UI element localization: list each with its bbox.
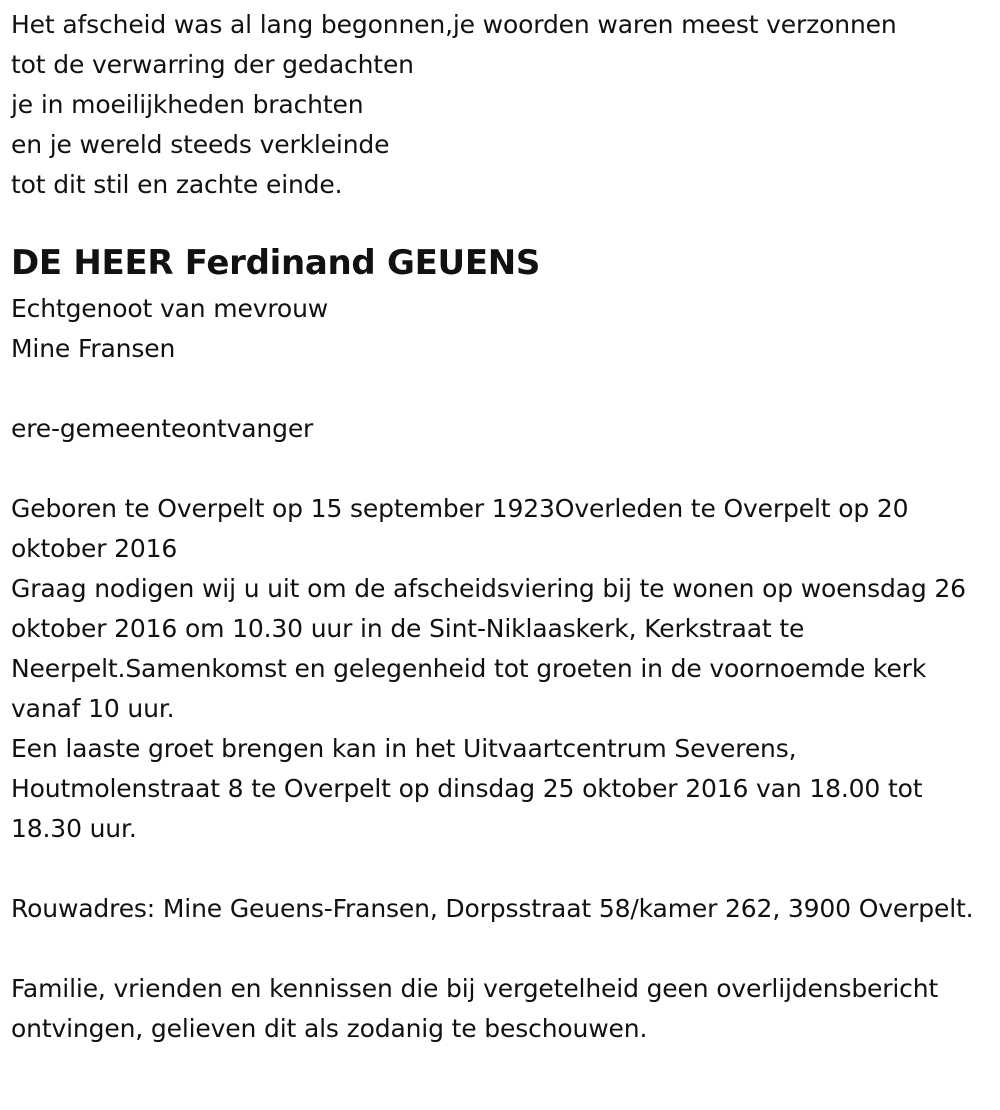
poem-line: tot dit stil en zachte einde. xyxy=(11,170,343,199)
spacer xyxy=(11,929,996,969)
spacer xyxy=(11,369,996,409)
mourning-address: Rouwadres: Mine Geuens-Fransen, Dorpsstraat 58/kamer 262, 3900 Overpelt. xyxy=(11,894,974,923)
birth-death-dates: Geboren te Overpelt op 15 september 1923Overleden te Overpelt op 20 oktober 2016 xyxy=(11,494,909,563)
farewell-visitation: Een laaste groet brengen kan in het Uitvaartcentrum Severens, Houtmolenstraat 8 te Overpelt op dinsdag 25 oktober 2016 van 18.00 tot 18.30 uur. xyxy=(11,734,923,843)
spacer xyxy=(11,849,996,889)
closing-note: Familie, vrienden en kennissen die bij vergetelheid geen overlijdensbericht ontvingen, gelieven dit als zodanig te beschouwen. xyxy=(11,974,939,1043)
spacer xyxy=(11,449,996,489)
obituary-notice xyxy=(11,5,996,1049)
poem-line: Het afscheid was al lang begonnen,je woorden waren meest verzonnen xyxy=(11,10,897,39)
spouse-line-2: Mine Fransen xyxy=(11,334,176,363)
poem-line: en je wereld steeds verkleinde xyxy=(11,130,390,159)
poem-line: tot de verwarring der gedachten xyxy=(11,50,414,79)
spouse-line-1: Echtgenoot van mevrouw xyxy=(11,294,329,323)
honorary-title: ere-gemeenteontvanger xyxy=(11,414,314,443)
ceremony-invitation: Graag nodigen wij u uit om de afscheidsviering bij te wonen op woensdag 26 oktober 2016 om 10.30 uur in de Sint-Niklaaskerk, Kerkstraat te Neerpelt.Samenkomst en gelegenheid tot groeten in de voornoemde kerk vanaf 10 uur. xyxy=(11,574,966,723)
poem-line: je in moeilijkheden brachten xyxy=(11,90,364,119)
deceased-name: DE HEER Ferdinand GEUENS xyxy=(11,243,541,283)
poem xyxy=(11,5,996,205)
